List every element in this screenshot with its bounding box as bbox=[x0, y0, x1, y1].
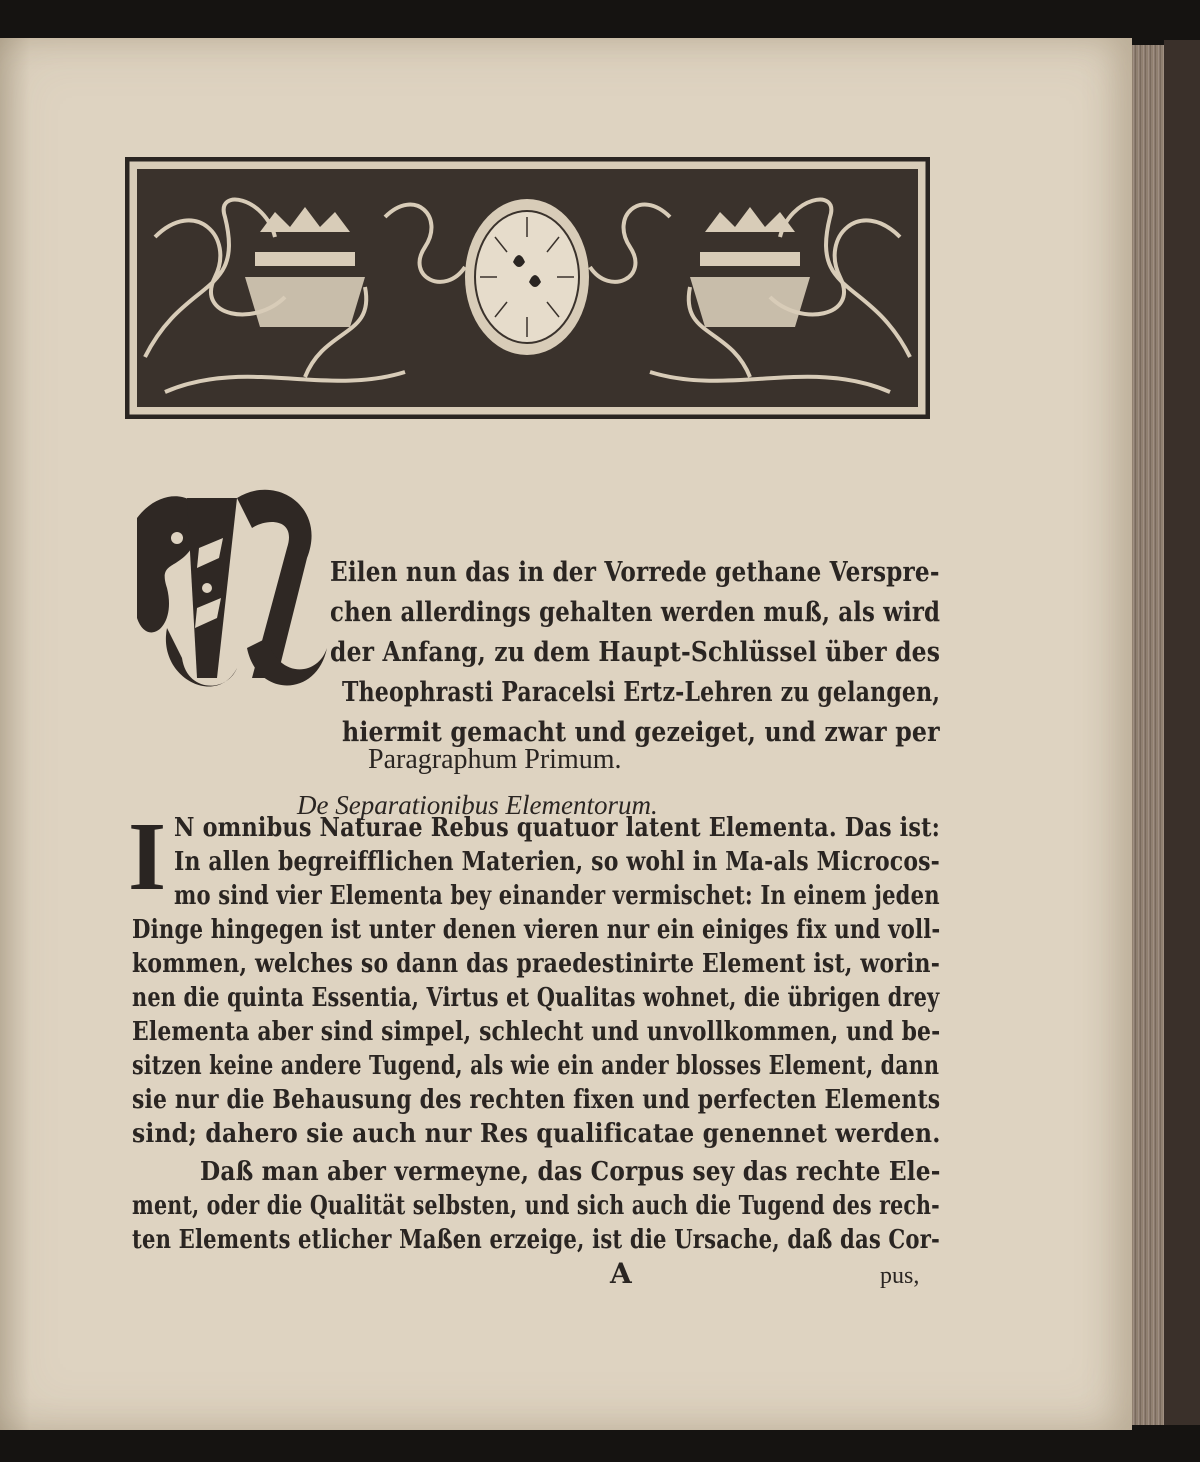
body-line: mo sind vier Elementa bey einander vermischet: In einem jeden bbox=[174, 881, 940, 911]
signature-mark: A bbox=[610, 1257, 632, 1290]
page-edges bbox=[1132, 45, 1164, 1425]
book-cover bbox=[1164, 40, 1200, 1425]
body-line: ten Elements etlicher Maßen erzeige, ist die Ursache, daß das Cor- bbox=[132, 1225, 940, 1255]
body-line: In allen begreifflichen Materien, so wohl in Ma-als Microcos- bbox=[174, 847, 940, 877]
paragraph-subtitle: De Separationibus Elementorum. bbox=[297, 790, 658, 820]
decorative-headpiece bbox=[125, 157, 930, 419]
body-line: N omnibus Naturae Rebus quatuor latent Elementa. Das ist: bbox=[174, 813, 941, 843]
body-line: sie nur die Behausung des rechten fixen und perfecten Elements bbox=[132, 1085, 941, 1115]
body-line: nen die quinta Essentia, Virtus et Qualitas wohnet, die übrigen drey bbox=[132, 983, 940, 1013]
body-line: Dinge hingegen ist unter denen vieren nur ein einiges fix und voll- bbox=[132, 915, 941, 945]
drop-cap-i: I bbox=[128, 803, 167, 911]
body-line: Daß man aber vermeyne, das Corpus sey das rechte Ele- bbox=[200, 1157, 941, 1187]
body-line: sitzen keine andere Tugend, als wie ein ander blosses Element, dann bbox=[132, 1051, 940, 1081]
intro-line-3: der Anfang, zu dem Haupt-Schlüssel über des bbox=[330, 637, 941, 668]
body-line: sind; dahero sie auch nur Res qualificatae genennet werden. bbox=[132, 1119, 941, 1149]
drop-cap-w bbox=[127, 478, 337, 708]
body-line: ment, oder die Qualität selbsten, und sich auch die Tugend des rech- bbox=[132, 1191, 940, 1221]
intro-line-5: hiermit gemacht und gezeiget, und zwar per bbox=[342, 717, 940, 748]
intro-line-2: chen allerdings gehalten werden muß, als wird bbox=[330, 597, 941, 628]
body-line: kommen, welches so dann das praedestinirte Element ist, worin- bbox=[132, 949, 940, 979]
intro-line-4: Theophrasti Paracelsi Ertz-Lehren zu gelangen, bbox=[342, 677, 941, 708]
catchword: pus, bbox=[880, 1263, 920, 1289]
paragraph-title: Paragraphum Primum. bbox=[368, 744, 622, 775]
intro-line-1: Eilen nun das in der Vorrede gethane Verspre- bbox=[330, 557, 940, 588]
body-line: Elementa aber sind simpel, schlecht und unvollkommen, und be- bbox=[132, 1017, 941, 1047]
